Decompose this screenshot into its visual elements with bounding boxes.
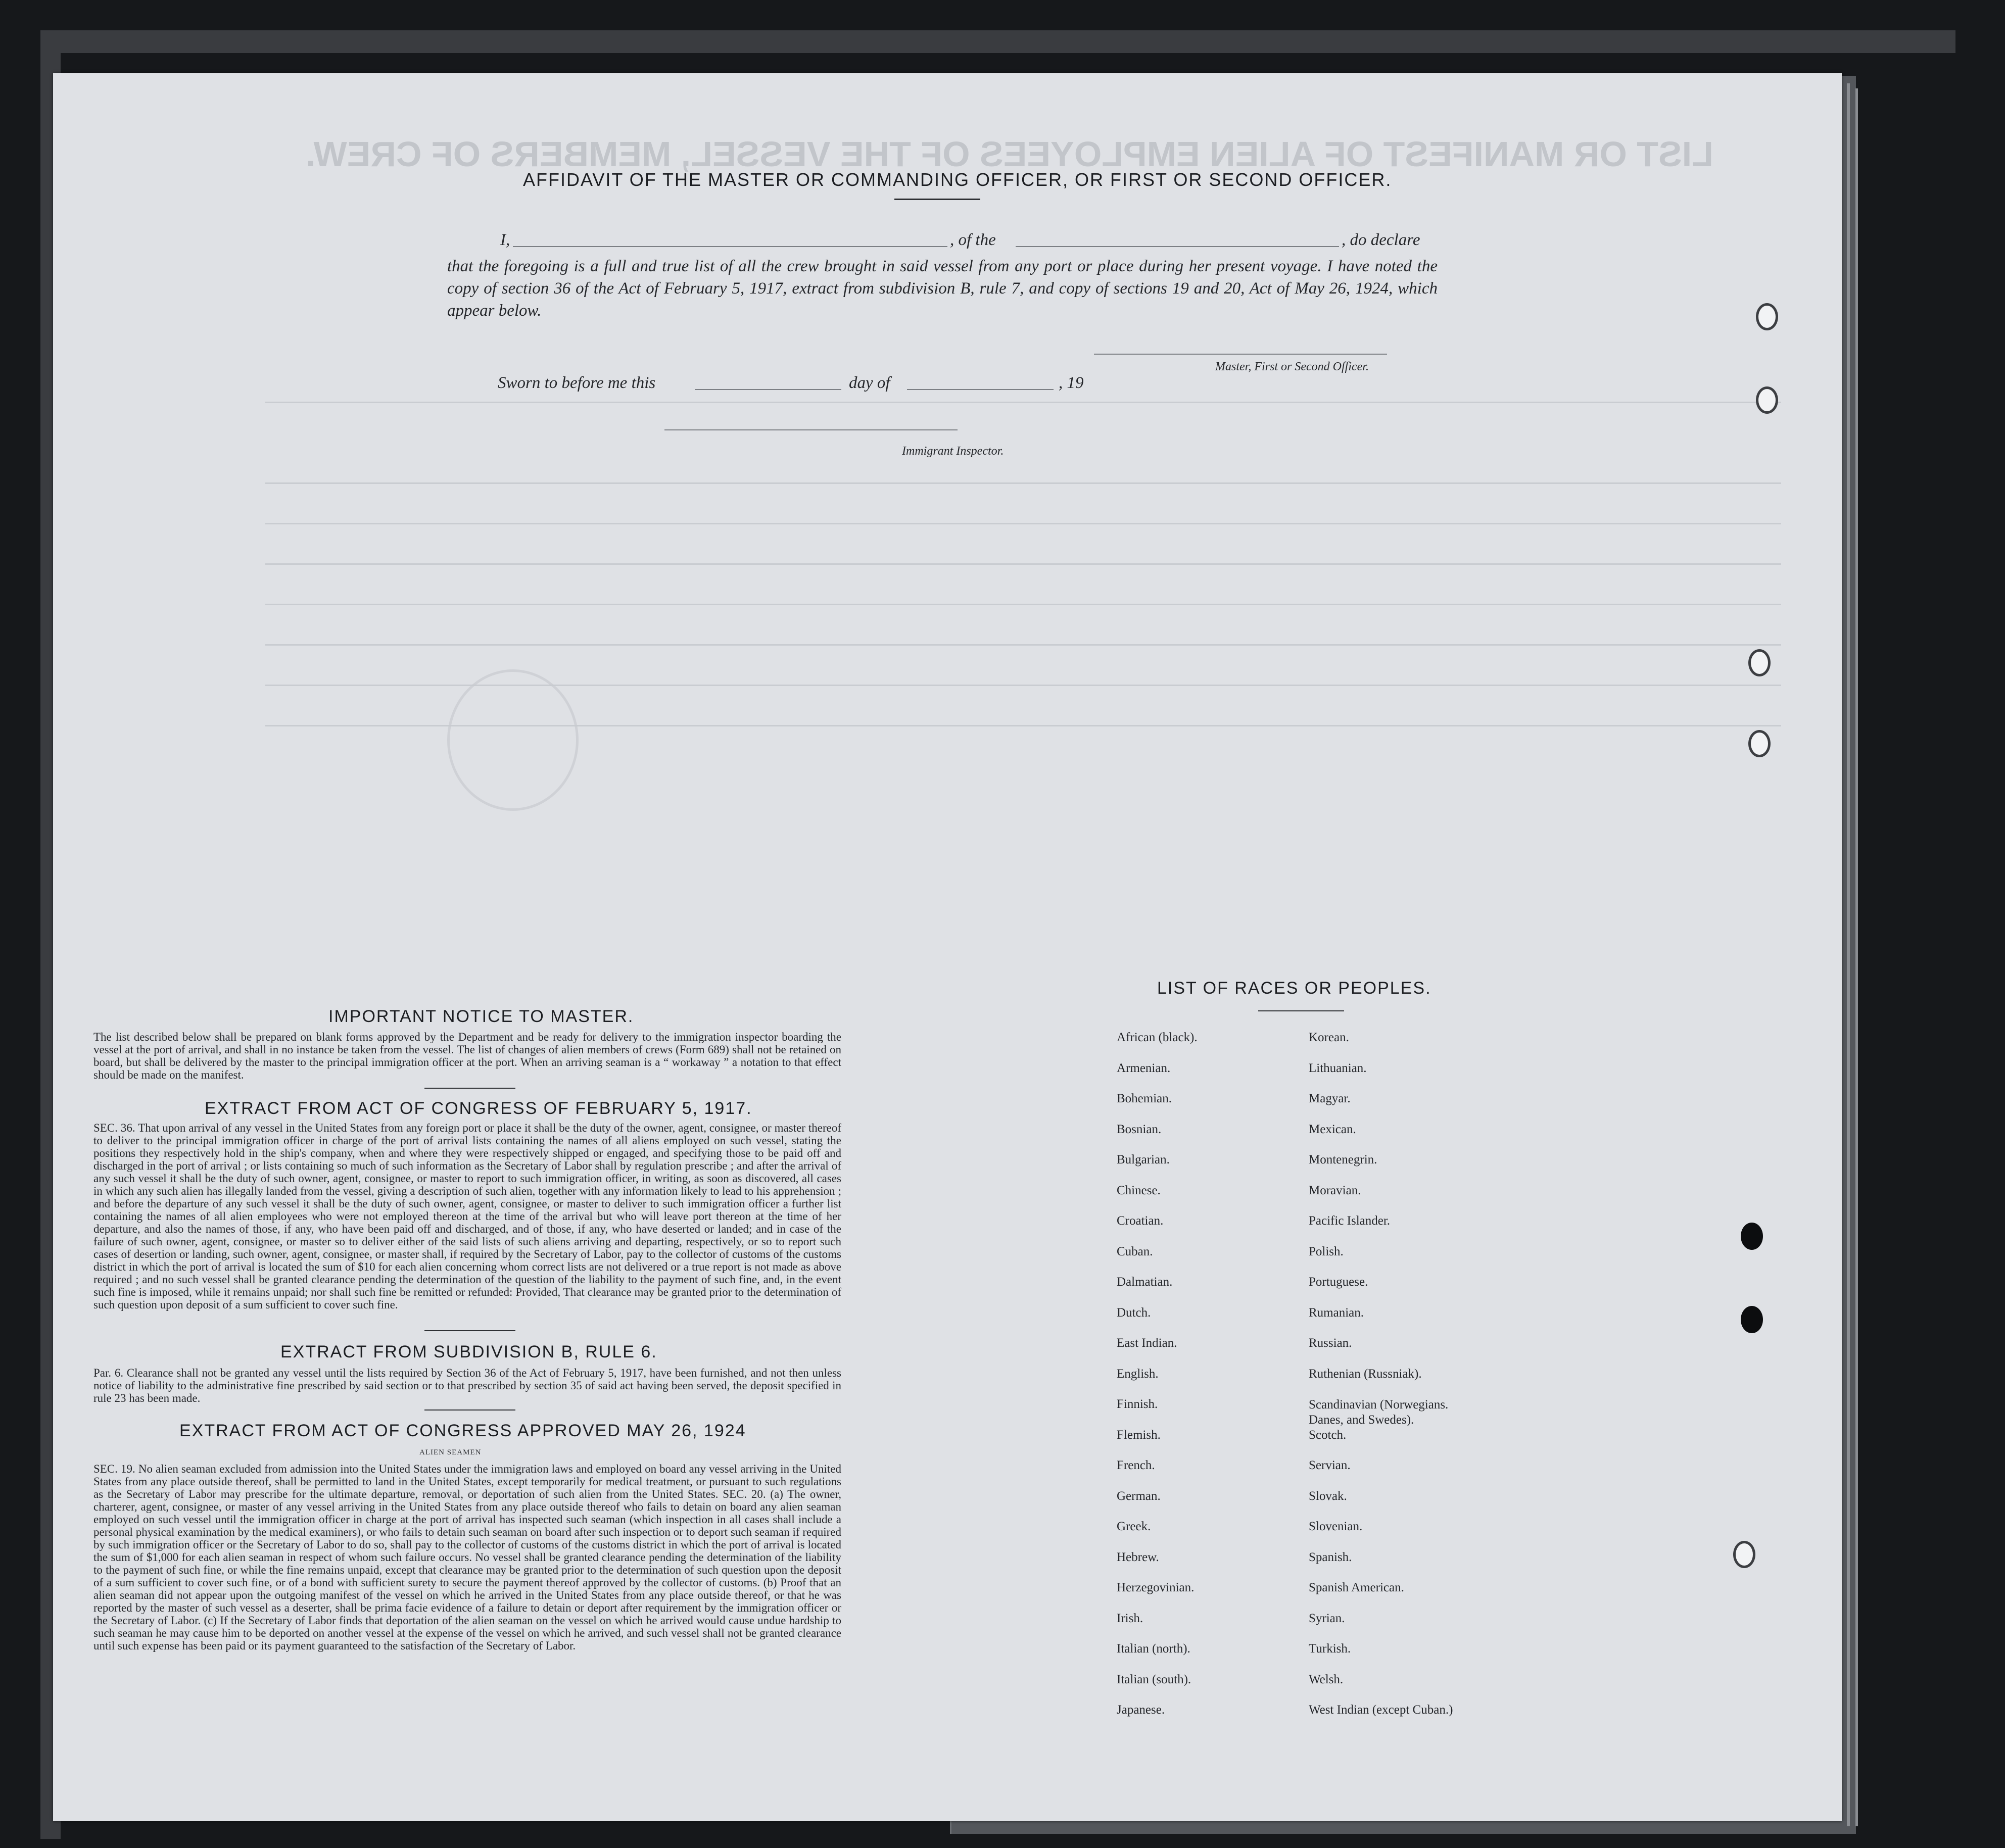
race-entry: Ruthenian (Russniak).	[1309, 1367, 1422, 1381]
vessel-blank	[1016, 246, 1339, 247]
extract-1924-title: EXTRACT FROM ACT OF CONGRESS APPROVED MAY 26, 1924	[179, 1421, 746, 1440]
title-rule	[894, 199, 980, 200]
section-rule	[424, 1330, 515, 1331]
race-entry: Hebrew.	[1117, 1550, 1159, 1564]
binder-hole	[1741, 1306, 1763, 1333]
extract-1917-body: SEC. 36. That upon arrival of any vessel in the United States from any foreign port or place it shall be the duty of the owner, agent, consignee, or master thereof to deliver to the principal immigration officer in charge of the port of arrival lists containing the names of all aliens employed on such vessel, stating the positions they respectively hold in the ship's company, when and where they were respectively shipped or engaged, and specifying those to be paid off and discharged in the port of arrival ; or lists containing so much of such information as the Secretary of Labor shall by regulation prescribe ; and after the arrival of any such vessel it shall be the duty of such owner, agent, consignee, or master to report to such immigration officer, in writing, as soon as discovered, all cases in which any such alien has illegally landed from the vessel, giving a description of such alien, together with any information likely to lead to his apprehension ; and before the departure of any such vessel it shall be the duty of such owner, agent, consignee, or master to deliver to such immigration officer a further list containing the names of all alien employees who were not employed thereon at the time of the arrival but who will leave port thereon at the time of her departure, and also the names of those, if any, who have been paid off and discharged, and of those, if any, who have deserted or landed; and in case of the failure of such owner, agent, consignee, or master so to deliver either of the said lists of such aliens arriving and departing, respectively, or so to report such cases of desertion or landing, such owner, agent, consignee, or master shall, if required by the Secretary of Labor, pay to the collector of customs of the customs district in which the port of arrival is located the sum of $10 for each alien concerning whom correct lists are not delivered or a true report is not made as above required ; and no such vessel shall be granted clearance pending the determination of the question of the liability to the payment of such fine, and, in the event such fine is imposed, while it remains unpaid; nor shall such fine be remitted or refunded: Provided, That clearance may be granted prior to the determination of such question upon deposit of a sum sufficient to cover such fine.	[93, 1122, 841, 1311]
binder-hole	[1756, 303, 1778, 330]
race-entry: Welsh.	[1309, 1672, 1344, 1686]
extract-1924-subtitle: ALIEN SEAMEN	[419, 1448, 482, 1456]
race-entry: Bulgarian.	[1117, 1153, 1170, 1166]
race-entry: Bohemian.	[1117, 1092, 1172, 1105]
race-entry: Italian (south).	[1117, 1672, 1191, 1686]
race-entry: Turkish.	[1309, 1642, 1351, 1656]
race-entry: Magyar.	[1309, 1092, 1351, 1105]
race-entry: Russian.	[1309, 1336, 1352, 1350]
notice-body: The list described below shall be prepared on blank forms approved by the Department and be ready for delivery to the immigration inspector boarding the vessel at the port of arrival, and shall in no instance be taken from the vessel. The list of changes of alien members of crews (Form 689) shall not be retained on board, but shall be delivered by the master to the principal immigration officer at the port. When an arriving seaman is a “ workaway ” a notation to that effect should be made on the manifest.	[93, 1031, 841, 1081]
section-rule	[424, 1409, 515, 1411]
race-entry: Scotch.	[1309, 1428, 1347, 1442]
extract-rule6-body: Par. 6. Clearance shall not be granted any vessel until the lists required by Section 36 of the Act of February 5, 1917, have been furnished, and not then unless notice of liability to the administrative fine prescribed by said section or to that prescribed by section 35 of said act having been served, the deposit specified in rule 23 has been made.	[93, 1367, 841, 1404]
race-entry: Polish.	[1309, 1244, 1344, 1258]
race-entry: Mexican.	[1309, 1122, 1356, 1136]
race-entry: Greek.	[1117, 1520, 1151, 1533]
page-stack-edge	[1855, 88, 1858, 1826]
bleed-through-text: LIST OR MANIFEST OF ALIEN EMPLOYEES OF THE VESSEL, MEMBERS OF CREW.	[306, 134, 1713, 174]
notice-title: IMPORTANT NOTICE TO MASTER.	[328, 1007, 634, 1026]
extract-1917-title: EXTRACT FROM ACT OF CONGRESS OF FEBRUARY 5, 1917.	[205, 1099, 752, 1118]
race-entry: Servian.	[1309, 1458, 1351, 1472]
race-entry: Syrian.	[1309, 1611, 1345, 1625]
race-entry: Spanish.	[1309, 1550, 1352, 1564]
master-signature-blank	[1094, 354, 1387, 355]
affidavit-pronoun: I,	[500, 231, 510, 249]
race-entry: Moravian.	[1309, 1183, 1361, 1197]
race-entry: Japanese.	[1117, 1703, 1165, 1717]
affidavit-body: that the foregoing is a full and true list of all the crew brought in said vessel from any port or place during her present voyage. I have noted the copy of section 36 of the Act of February 5, 1917, extract from subdivision B, rule 7, and copy of sections 19 and 20, Act of May 26, 1924, which appear below.	[447, 257, 1438, 320]
race-entry: Dutch.	[1117, 1305, 1151, 1320]
race-entry: West Indian (except Cuban.)	[1309, 1703, 1453, 1717]
extract-rule6-title: EXTRACT FROM SUBDIVISION B, RULE 6.	[280, 1342, 657, 1361]
binder-hole	[1733, 1541, 1755, 1568]
race-entry: French.	[1117, 1458, 1155, 1472]
sworn-month-blank	[907, 389, 1054, 390]
page-stack-edge	[1847, 83, 1850, 1826]
race-entry: Dalmatian.	[1117, 1275, 1173, 1289]
race-entry: Korean.	[1309, 1031, 1349, 1044]
affidavit-do-declare: , do declare	[1342, 231, 1420, 249]
binder-hole	[1748, 649, 1771, 676]
race-entry: Slovak.	[1309, 1489, 1347, 1503]
race-entry: Spanish American.	[1309, 1581, 1404, 1594]
bleed-through-line	[265, 644, 1781, 646]
race-entry: Cuban.	[1117, 1244, 1153, 1258]
name-blank	[513, 246, 947, 247]
inspector-caption: Immigrant Inspector.	[902, 445, 1004, 458]
section-rule	[424, 1088, 515, 1089]
race-entry: Chinese.	[1117, 1183, 1161, 1197]
race-entry: Rumanian.	[1309, 1305, 1364, 1320]
bleed-through-line	[265, 523, 1781, 524]
race-entry: Portuguese.	[1309, 1275, 1368, 1289]
sworn-day-blank	[695, 389, 841, 390]
binder-hole	[1748, 730, 1771, 757]
race-entry: Scandinavian (Norwegians. Danes, and Swedes).	[1309, 1398, 1449, 1427]
race-entry: Slovenian.	[1309, 1520, 1363, 1533]
race-entry: Lithuanian.	[1309, 1061, 1367, 1075]
extract-1924-body: SEC. 19. No alien seaman excluded from admission into the United States under the immigration laws and employed on board any vessel arriving in the United States from any place outside thereof, shall be permitted to land in the United States, except temporarily for medical treatment, or pursuant to such regulations as the Secretary of Labor may prescribe for the ultimate departure, removal, or deportation of such alien from the United States. SEC. 20. (a) The owner, charterer, agent, consignee, or master of any vessel arriving in the United States from any place outside thereof who fails to detain on board any alien seaman employed on such vessel until the immigration officer in charge at the port of arrival has inspected such seaman (which inspection in all cases shall include a personal physical examination by the medical examiners), or who fails to detain such seaman on board after such inspection or to deport such seaman if required by such immigration officer or the Secretary of Labor to do so, shall pay to the collector of customs of the customs district in which the port of arrival is located the sum of $1,000 for each alien seaman in respect of whom such failure occurs. No vessel shall be granted clearance pending the determination of the liability to the payment of such fine, or while the fine remains unpaid, except that clearance may be granted prior to the determination of such question upon the deposit of a sum sufficient to cover such fine, or of a bond with sufficient surety to secure the payment thereof approved by the collector of customs. (b) Proof that an alien seaman did not appear upon the outgoing manifest of the vessel on which he arrived in the United States from any place outside thereof, or that he was reported by the master of such vessel as a deserter, shall be prima facie evidence of a failure to detain or deport after requirement by the immigration officer or the Secretary of Labor. (c) If the Secretary of Labor finds that deportation of the alien seaman on the vessel on which he arrived would cause undue hardship to such seaman he may cause him to be deported on another vessel at the expense of the vessel on which he arrived, and such vessel shall not be granted clearance until such expense has been paid or its payment guaranteed to the satisfaction of the Secretary of Labor.	[93, 1463, 841, 1652]
race-entry: Herzegovinian.	[1117, 1581, 1195, 1594]
binder-hole	[1741, 1223, 1763, 1250]
day-of-text: day of	[849, 374, 890, 392]
races-title: LIST OF RACES OR PEOPLES.	[1157, 979, 1431, 998]
affidavit-of-the: , of the	[950, 231, 996, 249]
race-entry: German.	[1117, 1489, 1161, 1503]
binder-hole	[1756, 386, 1778, 414]
race-entry: Bosnian.	[1117, 1122, 1162, 1136]
binder-edge-top	[40, 30, 1955, 53]
races-title-rule	[1258, 1010, 1344, 1011]
race-entry: Finnish.	[1117, 1397, 1158, 1411]
race-entry: East Indian.	[1117, 1336, 1177, 1350]
race-entry: Montenegrin.	[1309, 1153, 1377, 1166]
bleed-through-line	[265, 402, 1781, 403]
master-caption: Master, First or Second Officer.	[1215, 360, 1369, 373]
race-entry: Pacific Islander.	[1309, 1214, 1391, 1228]
year-text: , 19	[1059, 374, 1084, 392]
faint-stamp	[447, 669, 579, 811]
bleed-through-line	[265, 563, 1781, 565]
race-entry: Irish.	[1117, 1611, 1143, 1625]
document-page	[53, 73, 1842, 1821]
race-entry: African (black).	[1117, 1031, 1198, 1044]
race-entry: Armenian.	[1117, 1061, 1171, 1075]
race-entry: English.	[1117, 1367, 1159, 1381]
bleed-through-line	[265, 604, 1781, 605]
sworn-text: Sworn to before me this	[498, 374, 656, 392]
race-entry: Italian (north).	[1117, 1642, 1190, 1656]
affidavit-title: AFFIDAVIT OF THE MASTER OR COMMANDING OFFICER, OR FIRST OR SECOND OFFICER.	[523, 169, 1392, 190]
inspector-signature-blank	[664, 429, 958, 430]
race-entry: Flemish.	[1117, 1428, 1161, 1442]
bleed-through-line	[265, 482, 1781, 484]
race-entry: Croatian.	[1117, 1214, 1164, 1228]
